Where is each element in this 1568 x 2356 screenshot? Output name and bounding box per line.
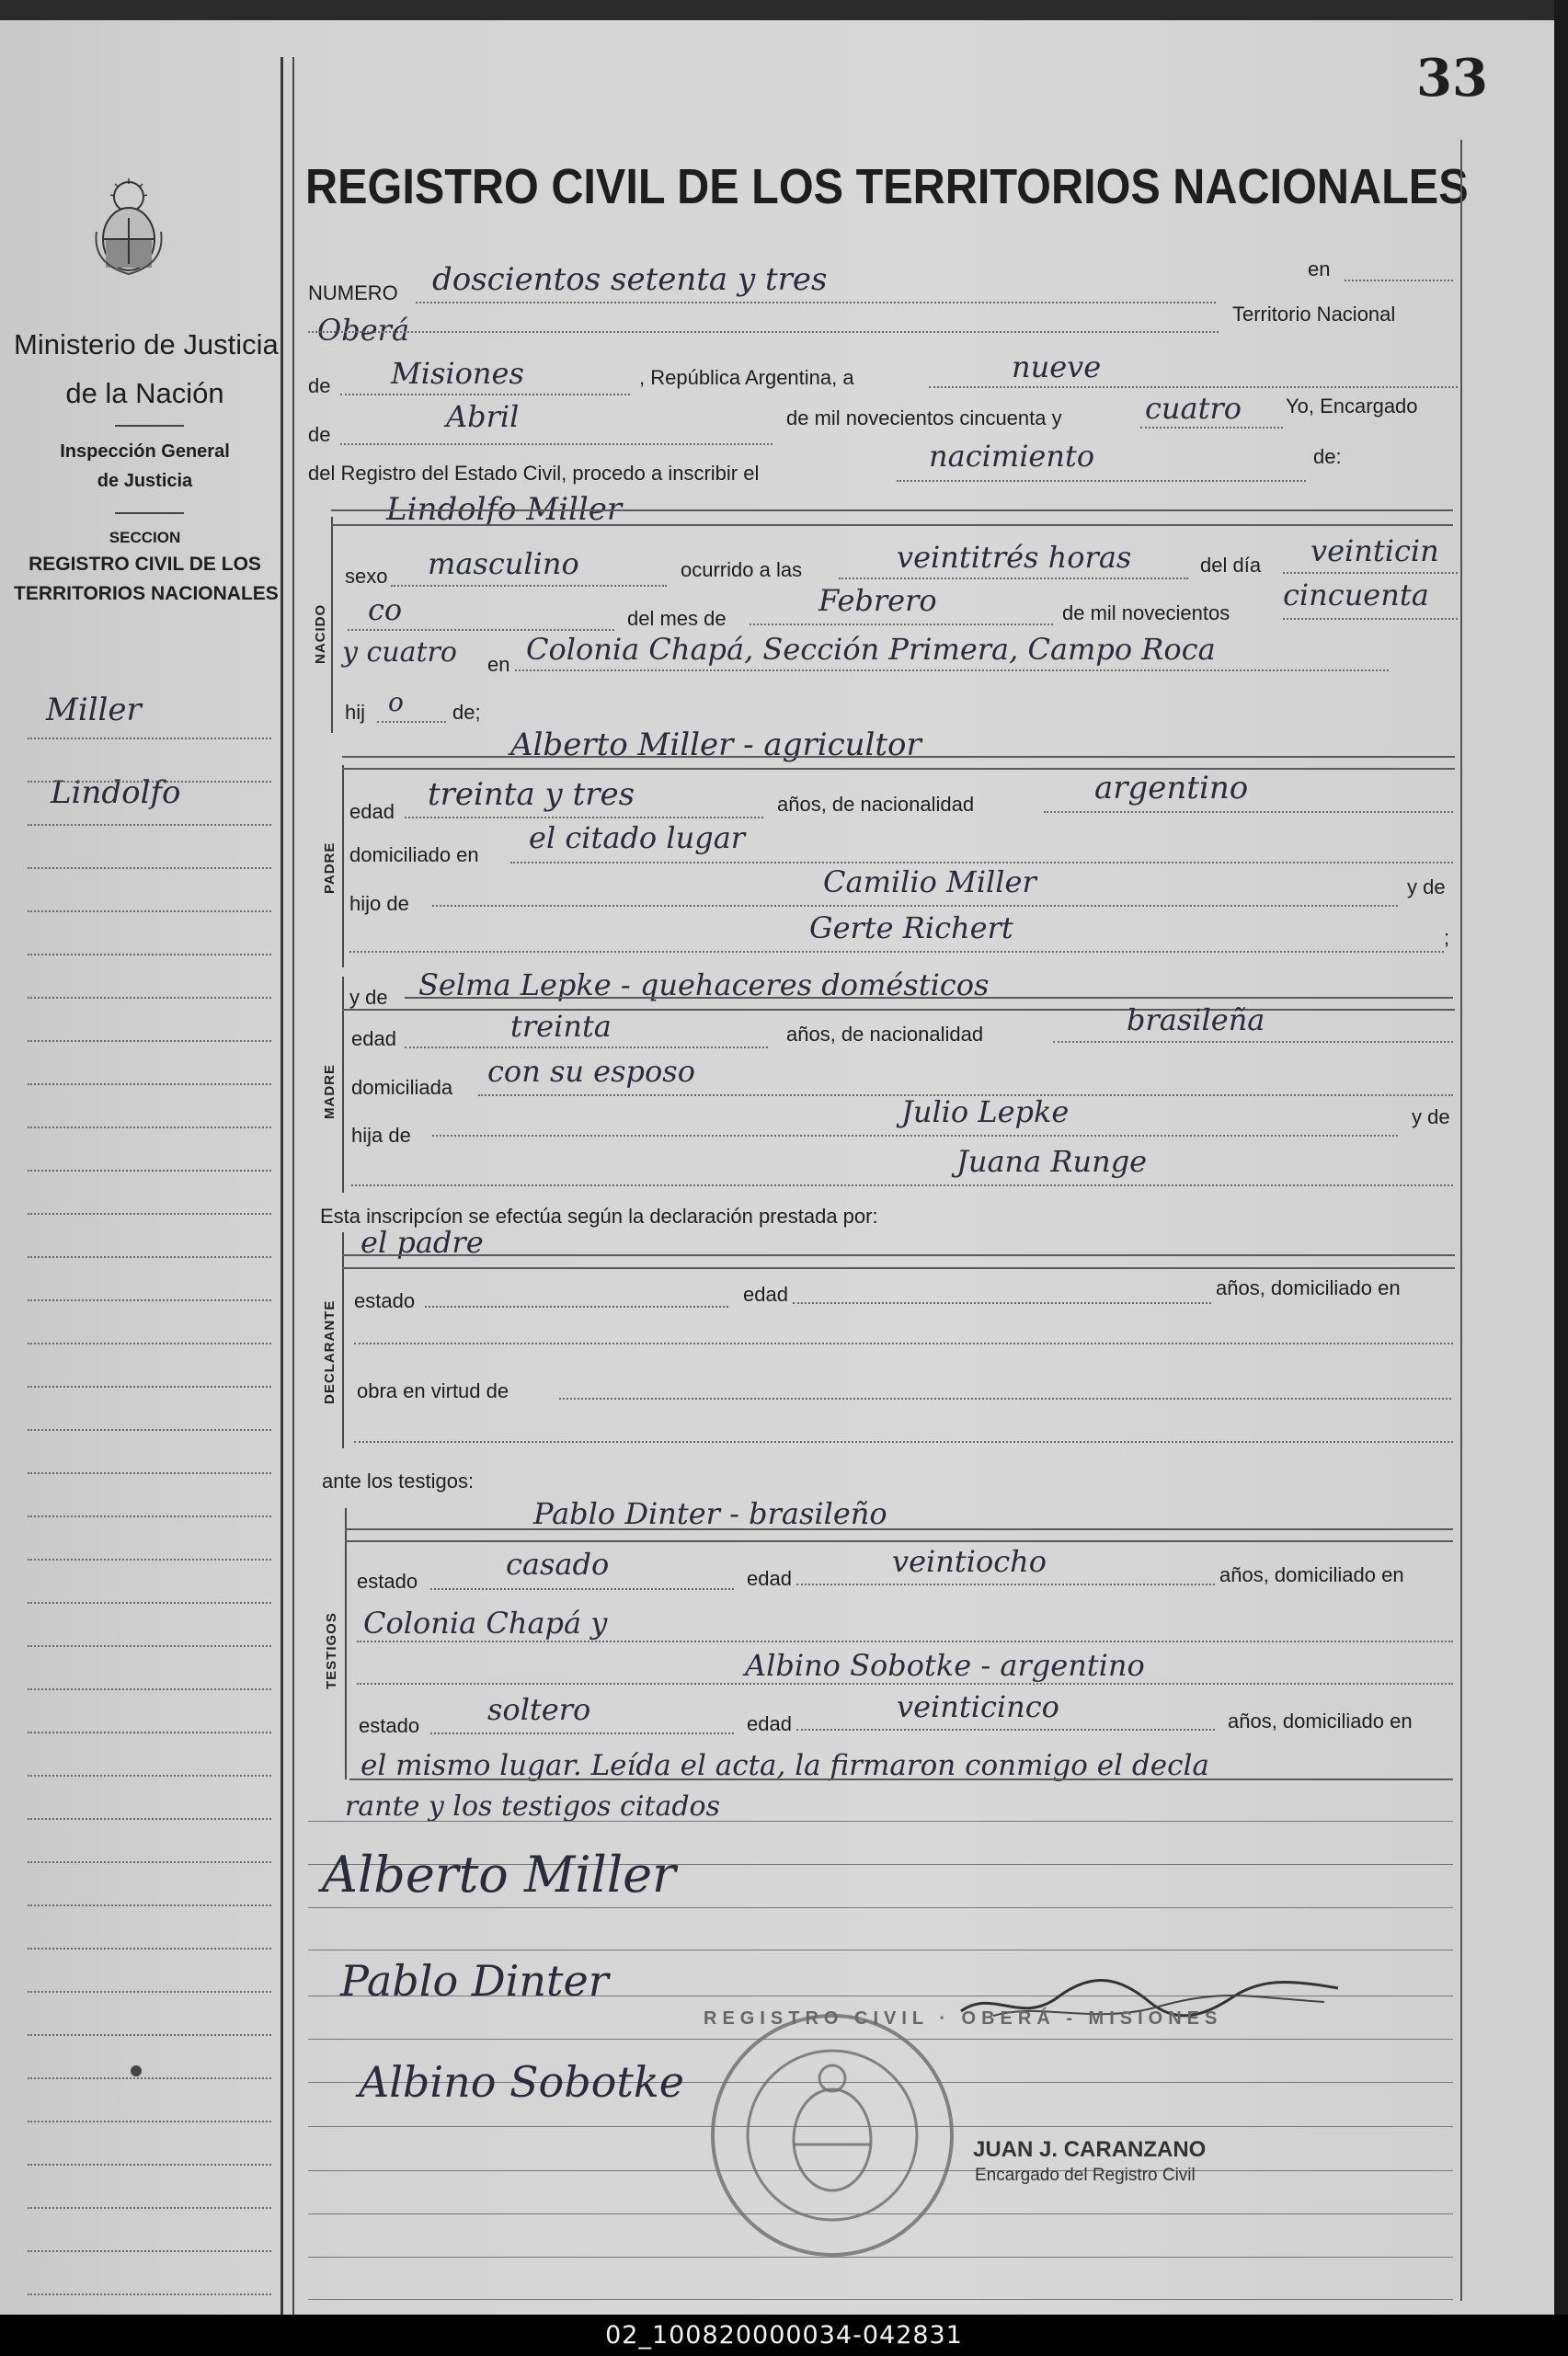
signature-ruled-line <box>308 2299 1453 2300</box>
dotted-line <box>793 1302 1211 1304</box>
label-de-colon: de: <box>1313 445 1342 468</box>
ruled-line <box>331 524 1453 526</box>
ruled-line <box>331 509 1453 511</box>
field-testigo2-edad: veinticinco <box>897 1689 1059 1724</box>
dotted-line <box>929 386 1458 388</box>
dotted-line <box>391 585 667 587</box>
field-padre-nombre: Alberto Miller - agricultor <box>510 726 921 763</box>
label-edad: edad <box>349 800 395 823</box>
dotted-line <box>349 951 1444 953</box>
field-madre-abuela: Juana Runge <box>956 1144 1148 1179</box>
label-anos-domiciliado: años, domiciliado en <box>1216 1276 1401 1299</box>
label-estado: estado <box>354 1289 416 1312</box>
dotted-line <box>510 862 1453 863</box>
registrar-signature <box>956 1961 1343 2048</box>
field-anio-nac-1: cincuenta <box>1283 578 1429 612</box>
margin-ruled-line <box>28 1256 271 1258</box>
dotted-line <box>308 331 1219 333</box>
label-republica: , República Argentina, a <box>639 366 854 389</box>
margin-ruled-line <box>28 997 271 999</box>
field-lugar-nac: Colonia Chapá, Sección Primera, Campo Roca <box>526 632 1216 667</box>
field-declarante: el padre <box>361 1225 484 1260</box>
dotted-line <box>1283 618 1458 620</box>
field-testigo2-estado: soltero <box>487 1692 591 1727</box>
label-estado: estado <box>359 1714 420 1737</box>
margin-ruled-line <box>28 910 271 912</box>
dotted-line <box>1140 427 1283 429</box>
field-anio-acta: cuatro <box>1145 391 1242 426</box>
dotted-line <box>515 669 1389 671</box>
block-bracket <box>331 517 333 733</box>
field-mes-acta: Abril <box>446 399 520 434</box>
field-madre-edad: treinta <box>510 1009 612 1044</box>
margin-ruled-line <box>28 1343 271 1344</box>
divider <box>115 512 184 514</box>
ministry-line1: Ministerio de Justicia <box>14 328 279 360</box>
label-de: de <box>308 423 331 446</box>
margin-divider-inner <box>292 57 294 2328</box>
margin-ruled-line <box>28 1991 271 1993</box>
margin-ruled-line <box>28 2250 271 2252</box>
label-anos-domiciliado: años, domiciliado en <box>1219 1563 1404 1586</box>
dotted-line <box>1283 572 1458 574</box>
ruled-line <box>342 1267 1455 1269</box>
margin-ruled-line <box>28 2293 271 2295</box>
margin-ruled-line <box>28 1559 271 1561</box>
label-anos-nac: años, de nacionalidad <box>777 793 975 816</box>
field-madre-nacionalidad: brasileña <box>1127 1002 1265 1037</box>
label-ante-testigos: ante los testigos: <box>322 1470 475 1493</box>
margin-ruled-line <box>28 781 271 783</box>
dotted-line <box>897 480 1306 482</box>
field-sexo: masculino <box>428 546 579 581</box>
signature-ruled-line <box>308 1907 1453 1908</box>
ministry-line2: de la Nación <box>65 377 224 409</box>
page-edge <box>1554 0 1568 2315</box>
seal-inscription: REGISTRO CIVIL · OBERÁ - MISIONES <box>704 2008 1223 2029</box>
dotted-line <box>430 1733 734 1734</box>
margin-ruled-line <box>28 1472 271 1474</box>
dotted-line <box>354 1441 1453 1443</box>
margin-ruled-line <box>28 1429 271 1431</box>
margin-ruled-line <box>28 1602 271 1604</box>
ruled-line <box>342 1254 1455 1256</box>
label-y-de: y de <box>1407 875 1446 898</box>
page-title: REGISTRO CIVIL DE LOS TERRITORIOS NACIONALES <box>305 159 1469 214</box>
margin-ruled-line <box>28 1386 271 1388</box>
section-line2: TERRITORIOS NACIONALES <box>14 583 279 604</box>
label-en: en <box>487 653 510 676</box>
margin-ruled-line <box>28 1213 271 1215</box>
dotted-line <box>1345 280 1453 281</box>
label-edad: edad <box>351 1027 396 1050</box>
dotted-line <box>432 1135 1398 1137</box>
margin-ruled-line <box>28 1083 271 1085</box>
block-bracket <box>342 1232 344 1448</box>
label-obra-virtud: obra en virtud de <box>357 1379 509 1402</box>
margin-ruled-line <box>28 954 271 955</box>
dotted-line <box>432 905 1398 907</box>
field-mes-nac: Febrero <box>818 583 937 618</box>
label-domiciliado-en: domiciliado en <box>349 843 479 866</box>
field-testigo1-nombre: Pablo Dinter - brasileño <box>533 1496 887 1531</box>
divider <box>115 425 184 427</box>
margin-ruled-line <box>28 2164 271 2166</box>
label-semicolon: ; <box>1444 926 1450 949</box>
label-yo-encargado: Yo, Encargado <box>1286 395 1418 417</box>
field-anio-nac-2: y cuatro <box>342 636 457 669</box>
margin-ruled-line <box>28 2121 271 2122</box>
label-esta-inscripcion: Esta inscripcíon se efectúa según la declaración prestada por: <box>320 1205 878 1228</box>
dotted-line <box>750 623 1053 625</box>
ruled-line <box>349 1778 1453 1780</box>
margin-ruled-line <box>28 2207 271 2209</box>
inspection-line2: de Justicia <box>97 471 193 491</box>
field-hij-suffix: o <box>388 687 404 717</box>
section-word: SECCION <box>109 529 181 546</box>
margin-ruled-line <box>28 1948 271 1950</box>
coat-of-arms-icon <box>87 177 170 282</box>
ruled-line <box>405 997 1453 999</box>
label-hij: hij <box>345 701 366 724</box>
label-estado: estado <box>357 1570 418 1593</box>
field-cierre-1: el mismo lugar. Leída el acta, la firmaron conmigo el decla <box>361 1749 1209 1782</box>
margin-ruled-line <box>28 1127 271 1128</box>
margin-ruled-line <box>28 1299 271 1301</box>
dotted-line <box>340 443 773 445</box>
label-del-dia: del día <box>1200 554 1262 577</box>
side-label-madre: MADRE <box>322 1064 338 1119</box>
dotted-line <box>839 578 1188 579</box>
ruled-line <box>342 756 1455 758</box>
field-madre-nombre: Selma Lepke - quehaceres domésticos <box>418 967 990 1002</box>
margin-ruled-line <box>28 1515 271 1517</box>
dotted-line <box>377 721 446 723</box>
dotted-line <box>357 1683 1453 1685</box>
dotted-line <box>430 1588 734 1590</box>
label-de-semicolon: de; <box>452 701 481 724</box>
side-label-declarante: DECLARANTE <box>322 1299 338 1404</box>
field-testigo1-estado: casado <box>506 1547 610 1582</box>
field-testigo2-nombre: Albino Sobotke - argentino <box>745 1648 1145 1683</box>
label-numero: NUMERO <box>308 281 398 304</box>
margin-ruled-line <box>28 1645 271 1647</box>
side-label-testigos: TESTIGOS <box>324 1612 339 1689</box>
register-page <box>0 20 1554 2315</box>
margin-ruled-line <box>28 1904 271 1906</box>
label-edad: edad <box>747 1567 792 1590</box>
margin-ruled-line <box>28 1040 271 1042</box>
field-padre-edad: treinta y tres <box>428 776 635 813</box>
field-testigo1-domicilio: Colonia Chapá y <box>363 1606 608 1641</box>
margin-ruled-line <box>28 1775 271 1777</box>
side-label-nacido: NACIDO <box>313 603 328 664</box>
label-hijo-de: hijo de <box>349 892 409 915</box>
field-madre-domicilio: con su esposo <box>487 1054 695 1089</box>
block-bracket <box>345 1508 347 1779</box>
ruled-line <box>342 1009 1455 1011</box>
ruled-line <box>342 768 1455 770</box>
field-padre-domicilio: el citado lugar <box>529 820 746 855</box>
margin-ruled-line <box>28 1861 271 1863</box>
field-dia-acta: nueve <box>1012 349 1102 384</box>
section-line1: REGISTRO CIVIL DE LOS <box>29 554 261 575</box>
ruled-line <box>345 1528 1453 1530</box>
margin-ruled-line <box>28 1818 271 1820</box>
margin-surname: Miller <box>46 692 142 728</box>
label-de-mil-nov: de mil novecientos <box>1062 601 1230 624</box>
dotted-line <box>340 394 630 395</box>
dotted-line <box>348 629 614 631</box>
side-label-padre: PADRE <box>322 841 338 894</box>
margin-ruled-line <box>28 1170 271 1172</box>
registrar-name: JUAN J. CARANZANO <box>973 2137 1207 2162</box>
margin-ruled-line <box>28 738 271 739</box>
margin-ruled-line <box>28 824 271 826</box>
margin-ruled-line <box>28 1688 271 1690</box>
dotted-line <box>1044 811 1453 813</box>
label-anos-nac: años, de nacionalidad <box>786 1023 984 1046</box>
dotted-line <box>796 1729 1215 1731</box>
field-dia-nac-2: co <box>368 592 403 627</box>
field-acto: nacimiento <box>929 439 1095 474</box>
inspection-line1: Inspección General <box>60 441 230 462</box>
field-padre-abuelo: Camilio Miller <box>823 864 1036 899</box>
margin-ruled-line <box>28 2077 271 2079</box>
label-del-mes: del mes de <box>627 607 727 630</box>
signature-alberto-miller: Alberto Miller <box>322 1846 676 1904</box>
label-y-de: y de <box>1412 1105 1450 1128</box>
registrar-role: Encargado del Registro Civil <box>975 2166 1196 2185</box>
dotted-line <box>351 1184 1453 1186</box>
dotted-line <box>354 1343 1453 1344</box>
label-sexo: sexo <box>345 565 388 588</box>
dotted-line <box>405 817 763 818</box>
dotted-line <box>405 1046 768 1048</box>
label-edad: edad <box>743 1283 788 1306</box>
signature-albino-sobotke: Albino Sobotke <box>359 2057 684 2107</box>
label-en: en <box>1308 257 1331 280</box>
punch-hole-icon <box>129 2064 143 2078</box>
label-y-de-madre: y de <box>349 986 388 1009</box>
field-territorio: Misiones <box>391 356 524 391</box>
label-de: de <box>308 374 331 397</box>
label-ocurrido: ocurrido a las <box>681 558 803 581</box>
dotted-line <box>1053 1041 1453 1043</box>
ruled-line <box>345 1540 1453 1542</box>
signature-pablo-dinter: Pablo Dinter <box>340 1956 609 2006</box>
field-hora: veintitrés horas <box>897 540 1132 575</box>
field-cierre-2: rante y los testigos citados <box>345 1790 721 1823</box>
page-number: 33 <box>1416 48 1488 109</box>
margin-ruled-line <box>28 2034 271 2036</box>
field-testigo1-edad: veintiocho <box>892 1544 1047 1579</box>
field-padre-nacionalidad: argentino <box>1094 770 1249 806</box>
dotted-line <box>357 1641 1453 1642</box>
margin-ruled-line <box>28 867 271 869</box>
dotted-line <box>796 1584 1215 1585</box>
label-del-registro: del Registro del Estado Civil, procedo a inscribir el <box>308 462 760 485</box>
right-border <box>1460 140 1462 2301</box>
dotted-line <box>559 1398 1451 1400</box>
label-de-mil: de mil novecientos cincuenta y <box>786 406 1062 429</box>
margin-divider <box>280 57 283 2328</box>
margin-given-name: Lindolfo <box>51 774 181 811</box>
field-padre-abuela: Gerte Richert <box>809 910 1013 945</box>
margin-ruled-line <box>28 1732 271 1733</box>
label-edad: edad <box>747 1712 792 1735</box>
file-id: 02_100820000034-042831 <box>605 2321 963 2350</box>
field-nombre-nacido: Lindolfo Miller <box>386 491 623 528</box>
label-domiciliada: domiciliada <box>351 1076 453 1099</box>
signature-ruled-line <box>308 1821 1453 1822</box>
field-numero: doscientos setenta y tres <box>432 261 828 298</box>
dotted-line <box>425 1306 728 1308</box>
label-territorio: Territorio Nacional <box>1232 303 1396 326</box>
field-dia-nac-1: veinticin <box>1310 533 1439 568</box>
field-lugar: Oberá <box>317 313 410 348</box>
label-anos-domiciliado: años, domiciliado en <box>1228 1710 1413 1733</box>
dotted-line <box>416 302 1216 303</box>
field-madre-abuelo: Julio Lepke <box>901 1094 1070 1129</box>
block-bracket <box>342 765 344 967</box>
label-hija-de: hija de <box>351 1124 411 1147</box>
